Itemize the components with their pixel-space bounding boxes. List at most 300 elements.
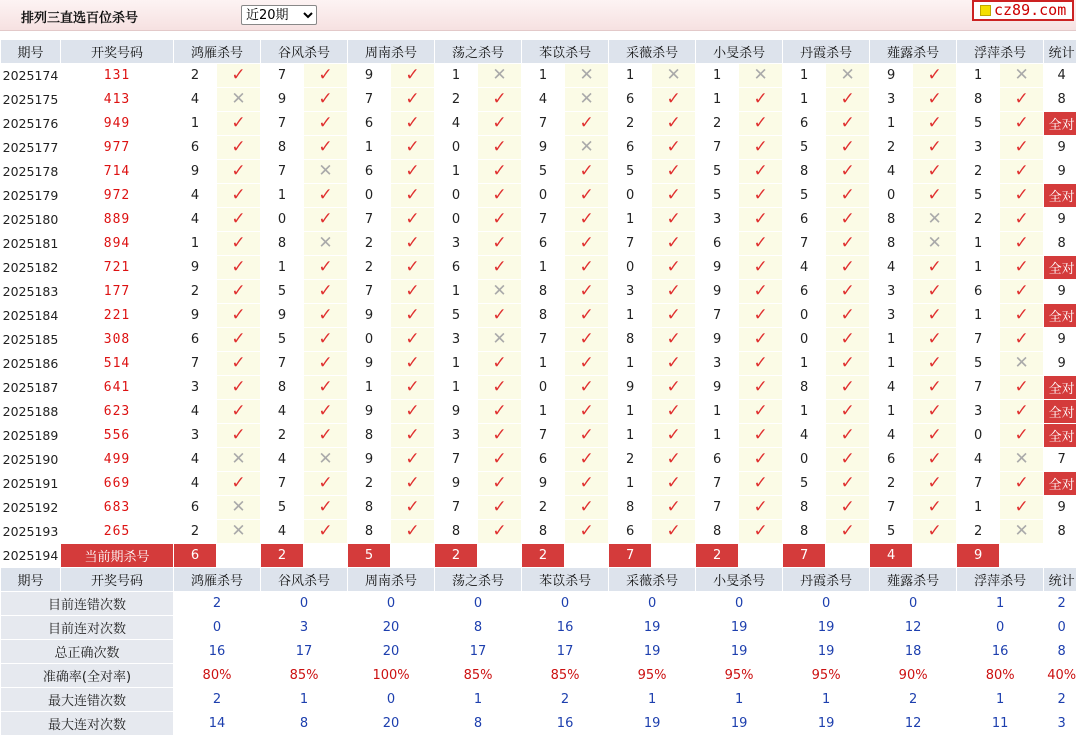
check-icon: ✓ [231,137,245,157]
check-icon: ✓ [666,281,680,301]
kill-number-cell: 2 [957,520,1000,544]
result-cell [739,328,783,352]
check-icon: ✓ [928,353,942,373]
result-cell [1000,304,1044,328]
result-cell [478,112,522,136]
kill-number-cell: 4 [522,88,565,112]
stats-value: 20 [348,712,435,736]
kill-number-cell: 2 [696,112,739,136]
check-icon: ✓ [231,257,245,277]
result-cell [391,352,435,376]
kill-number-cell: 6 [609,88,652,112]
kill-number-cell: 9 [261,88,304,112]
kill-number-cell: 9 [348,400,391,424]
current-kill-blank [304,544,348,568]
kill-number-cell: 8 [261,136,304,160]
result-cell [478,496,522,520]
result-cell [652,136,696,160]
result-cell [1000,280,1044,304]
stats-value: 95% [609,664,696,688]
result-cell [217,88,261,112]
table-row [1,112,1076,136]
kill-number-cell: 5 [261,328,304,352]
cross-icon: ✕ [492,65,506,85]
check-icon: ✓ [231,233,245,253]
check-icon: ✓ [405,137,419,157]
result-cell [565,472,609,496]
kill-number-cell: 5 [261,496,304,520]
stats-value: 80% [174,664,261,688]
kill-number-cell: 8 [348,496,391,520]
kill-number-cell: 7 [435,496,478,520]
check-icon: ✓ [318,497,332,517]
cross-icon: ✕ [231,497,245,517]
period-cell: 2025192 [1,496,61,520]
stats-value: 3 [1044,712,1076,736]
stat-cell: 全对 [1044,376,1076,400]
check-icon: ✓ [405,305,419,325]
check-icon: ✓ [579,209,593,229]
result-cell [739,208,783,232]
result-cell [565,304,609,328]
table-row [1,424,1076,448]
stat-cell: 9 [1044,496,1076,520]
result-cell [739,472,783,496]
table-row [1,232,1076,256]
stats-value: 19 [609,616,696,640]
check-icon: ✓ [318,473,332,493]
kill-number-cell: 8 [696,520,739,544]
stat-cell: 9 [1044,208,1076,232]
result-cell [1000,520,1044,544]
top-bar [0,0,1076,31]
stats-value: 2 [174,688,261,712]
kill-number-cell: 3 [435,328,478,352]
kill-number-cell: 8 [522,280,565,304]
kill-number-cell: 3 [696,208,739,232]
check-icon: ✓ [405,113,419,133]
stats-value: 19 [696,616,783,640]
period-cell: 2025178 [1,160,61,184]
check-icon: ✓ [928,497,942,517]
stats-row [1,640,1076,664]
kill-number-cell: 3 [870,88,913,112]
result-cell [1000,448,1044,472]
stat-cell: 9 [1044,160,1076,184]
stats-value: 95% [696,664,783,688]
column-header-expert: 薤露杀号 [870,40,957,64]
cross-icon: ✕ [928,233,942,253]
kill-number-cell: 9 [609,376,652,400]
kill-number-cell: 4 [783,424,826,448]
cross-icon: ✕ [579,89,593,109]
stats-label: 总正确次数 [1,640,174,664]
result-cell [217,376,261,400]
result-cell [391,304,435,328]
result-cell [391,160,435,184]
kill-number-cell: 1 [609,304,652,328]
kill-number-cell: 3 [174,424,217,448]
stats-row [1,592,1076,616]
check-icon: ✓ [840,137,854,157]
kill-number-cell: 8 [957,88,1000,112]
kill-number-cell: 2 [957,160,1000,184]
kill-number-cell: 1 [870,328,913,352]
check-icon: ✓ [753,329,767,349]
check-icon: ✓ [666,89,680,109]
check-icon: ✓ [840,497,854,517]
table-row [1,400,1076,424]
period-cell: 2025186 [1,352,61,376]
result-cell [826,64,870,88]
result-cell [826,88,870,112]
result-cell [478,280,522,304]
current-kill-blank [1000,544,1044,568]
column-header-expert: 谷风杀号 [261,568,348,592]
check-icon: ✓ [579,305,593,325]
column-header-expert: 薤露杀号 [870,568,957,592]
check-icon: ✓ [753,497,767,517]
check-icon: ✓ [753,425,767,445]
column-header-stat: 统计 [1044,568,1076,592]
column-header-expert: 荡之杀号 [435,40,522,64]
kill-number-cell: 9 [870,64,913,88]
result-cell [304,184,348,208]
kill-number-cell: 2 [609,112,652,136]
current-kill-number: 2 [435,544,478,568]
kill-number-cell: 8 [261,232,304,256]
current-kill-number: 9 [957,544,1000,568]
result-cell [478,472,522,496]
current-kill-blank [565,544,609,568]
stats-value: 0 [609,592,696,616]
column-header-draw: 开奖号码 [61,568,174,592]
cross-icon: ✕ [231,449,245,469]
stats-value: 1 [957,592,1044,616]
kill-number-cell: 8 [348,424,391,448]
column-header-expert: 浮萍杀号 [957,40,1044,64]
period-cell: 2025184 [1,304,61,328]
kill-number-cell: 4 [261,448,304,472]
result-cell [826,520,870,544]
kill-number-cell: 3 [957,136,1000,160]
result-cell [391,112,435,136]
stat-cell: 全对 [1044,256,1076,280]
kill-number-cell: 7 [957,376,1000,400]
stats-row [1,664,1076,688]
result-cell [1000,232,1044,256]
result-cell [304,520,348,544]
kill-number-cell: 2 [348,232,391,256]
kill-number-cell: 0 [783,304,826,328]
cross-icon: ✕ [318,233,332,253]
result-cell [1000,136,1044,160]
kill-number-cell: 2 [348,472,391,496]
stats-value: 16 [522,712,609,736]
table-row [1,88,1076,112]
kill-number-cell: 4 [174,88,217,112]
check-icon: ✓ [231,305,245,325]
cross-icon: ✕ [492,329,506,349]
column-header-draw: 开奖号码 [61,40,174,64]
page-title: 排列三直选百位杀号 [21,7,138,26]
result-cell [739,352,783,376]
stats-value: 11 [957,712,1044,736]
check-icon: ✓ [928,185,942,205]
kill-number-cell: 9 [261,304,304,328]
kill-number-cell: 1 [261,184,304,208]
check-icon: ✓ [840,449,854,469]
kill-number-cell: 9 [348,304,391,328]
check-icon: ✓ [318,377,332,397]
result-cell [478,136,522,160]
kill-number-cell: 5 [783,472,826,496]
result-cell [739,448,783,472]
kill-number-cell: 5 [957,112,1000,136]
result-cell [304,88,348,112]
table-row [1,448,1076,472]
kill-number-cell: 7 [783,232,826,256]
check-icon: ✓ [318,281,332,301]
kill-number-cell: 1 [348,136,391,160]
kill-number-cell: 3 [870,304,913,328]
result-cell [565,280,609,304]
result-cell [565,496,609,520]
result-cell [217,280,261,304]
draw-number-cell: 177 [61,280,174,304]
check-icon: ✓ [492,137,506,157]
check-icon: ✓ [318,329,332,349]
check-icon: ✓ [492,401,506,421]
result-cell [652,160,696,184]
check-icon: ✓ [928,137,942,157]
result-cell [478,304,522,328]
stats-value: 2 [1044,688,1076,712]
check-icon: ✓ [405,257,419,277]
stats-value: 17 [261,640,348,664]
result-cell [826,160,870,184]
stats-label: 目前连对次数 [1,616,174,640]
check-icon: ✓ [666,161,680,181]
stats-value: 2 [174,592,261,616]
kill-number-cell: 4 [174,448,217,472]
stats-value: 8 [435,712,522,736]
check-icon: ✓ [492,521,506,541]
result-cell [217,256,261,280]
kill-number-cell: 0 [609,256,652,280]
period-select[interactable] [241,5,317,25]
stats-row [1,712,1076,736]
header-row [1,40,1076,64]
check-icon: ✓ [579,497,593,517]
column-header-expert: 荡之杀号 [435,568,522,592]
kill-number-cell: 5 [522,160,565,184]
result-cell [304,448,348,472]
table-row [1,520,1076,544]
column-header-expert: 采薇杀号 [609,40,696,64]
result-cell [739,112,783,136]
kill-number-cell: 1 [783,88,826,112]
check-icon: ✓ [928,113,942,133]
kill-number-cell: 7 [696,304,739,328]
kill-number-cell: 0 [957,424,1000,448]
check-icon: ✓ [492,89,506,109]
check-icon: ✓ [1015,89,1029,109]
result-cell [391,88,435,112]
check-icon: ✓ [928,521,942,541]
check-icon: ✓ [840,113,854,133]
result-cell [478,400,522,424]
result-cell [478,64,522,88]
kill-number-cell: 0 [435,208,478,232]
stats-label: 最大连对次数 [1,712,174,736]
kill-number-cell: 1 [870,352,913,376]
column-header-period: 期号 [1,568,61,592]
result-cell [565,400,609,424]
cross-icon: ✕ [579,137,593,157]
kill-number-cell: 6 [783,280,826,304]
check-icon: ✓ [579,161,593,181]
cross-icon: ✕ [1015,521,1029,541]
current-kill-blank [652,544,696,568]
stats-row [1,616,1076,640]
check-icon: ✓ [753,257,767,277]
result-cell [1000,64,1044,88]
check-icon: ✓ [1015,377,1029,397]
kill-number-cell: 7 [696,472,739,496]
kill-number-cell: 2 [870,136,913,160]
period-cell: 2025176 [1,112,61,136]
kill-number-cell: 8 [783,160,826,184]
draw-number-cell: 413 [61,88,174,112]
stat-cell: 7 [1044,448,1076,472]
period-cell: 2025183 [1,280,61,304]
kill-number-cell: 6 [522,232,565,256]
stats-value: 0 [957,616,1044,640]
check-icon: ✓ [579,353,593,373]
result-cell [826,304,870,328]
stat-cell: 全对 [1044,472,1076,496]
kill-number-cell: 6 [522,448,565,472]
kill-number-cell: 3 [435,232,478,256]
check-icon: ✓ [666,425,680,445]
stats-value: 1 [696,688,783,712]
kill-number-cell: 1 [435,64,478,88]
check-icon: ✓ [579,185,593,205]
kill-number-cell: 9 [348,64,391,88]
stats-value: 19 [696,712,783,736]
kill-number-cell: 5 [435,304,478,328]
result-cell [391,448,435,472]
check-icon: ✓ [492,113,506,133]
result-cell [391,376,435,400]
cross-icon: ✕ [231,521,245,541]
check-icon: ✓ [840,305,854,325]
result-cell [391,424,435,448]
site-logo[interactable] [972,0,1074,21]
check-icon: ✓ [318,425,332,445]
kill-number-cell: 3 [435,424,478,448]
check-icon: ✓ [1015,473,1029,493]
stats-value: 2 [1044,592,1076,616]
column-header-expert: 谷风杀号 [261,40,348,64]
stats-value: 19 [783,616,870,640]
result-cell [1000,160,1044,184]
check-icon: ✓ [928,329,942,349]
check-icon: ✓ [928,89,942,109]
check-icon: ✓ [753,137,767,157]
stats-value: 100% [348,664,435,688]
check-icon: ✓ [840,425,854,445]
check-icon: ✓ [666,473,680,493]
kill-number-cell: 2 [870,472,913,496]
check-icon: ✓ [1015,281,1029,301]
current-kill-blank [217,544,261,568]
kill-number-cell: 5 [261,280,304,304]
result-cell [913,376,957,400]
kill-number-cell: 7 [348,208,391,232]
check-icon: ✓ [579,329,593,349]
stat-cell: 全对 [1044,184,1076,208]
draw-number-cell: 972 [61,184,174,208]
kill-number-cell: 8 [261,376,304,400]
kill-number-cell: 1 [435,280,478,304]
kill-number-cell: 8 [609,496,652,520]
check-icon: ✓ [231,473,245,493]
period-cell: 2025182 [1,256,61,280]
result-cell [739,232,783,256]
stats-row [1,688,1076,712]
result-cell [652,400,696,424]
result-cell [217,400,261,424]
result-cell [1000,184,1044,208]
check-icon: ✓ [1015,233,1029,253]
check-icon: ✓ [579,425,593,445]
kill-number-cell: 6 [957,280,1000,304]
kill-number-cell: 9 [174,304,217,328]
stats-value: 1 [261,688,348,712]
result-cell [478,424,522,448]
kill-number-cell: 1 [435,376,478,400]
kill-number-cell: 6 [783,208,826,232]
period-cell: 2025174 [1,64,61,88]
result-cell [217,424,261,448]
current-kill-blank [826,544,870,568]
current-period-cell: 2025194 [1,544,61,568]
kill-number-cell: 6 [609,520,652,544]
kill-number-cell: 1 [609,352,652,376]
result-cell [217,496,261,520]
result-cell [391,208,435,232]
stats-value: 80% [957,664,1044,688]
stat-cell: 8 [1044,232,1076,256]
check-icon: ✓ [579,233,593,253]
stats-label: 最大连错次数 [1,688,174,712]
check-icon: ✓ [318,185,332,205]
kill-number-cell: 2 [261,424,304,448]
result-cell [391,256,435,280]
table-row [1,280,1076,304]
result-cell [217,112,261,136]
check-icon: ✓ [840,521,854,541]
check-icon: ✓ [840,281,854,301]
kill-number-cell: 0 [522,184,565,208]
check-icon: ✓ [1015,161,1029,181]
stat-cell: 全对 [1044,400,1076,424]
stat-cell: 8 [1044,520,1076,544]
result-cell [739,160,783,184]
column-header-expert: 鸿雁杀号 [174,568,261,592]
